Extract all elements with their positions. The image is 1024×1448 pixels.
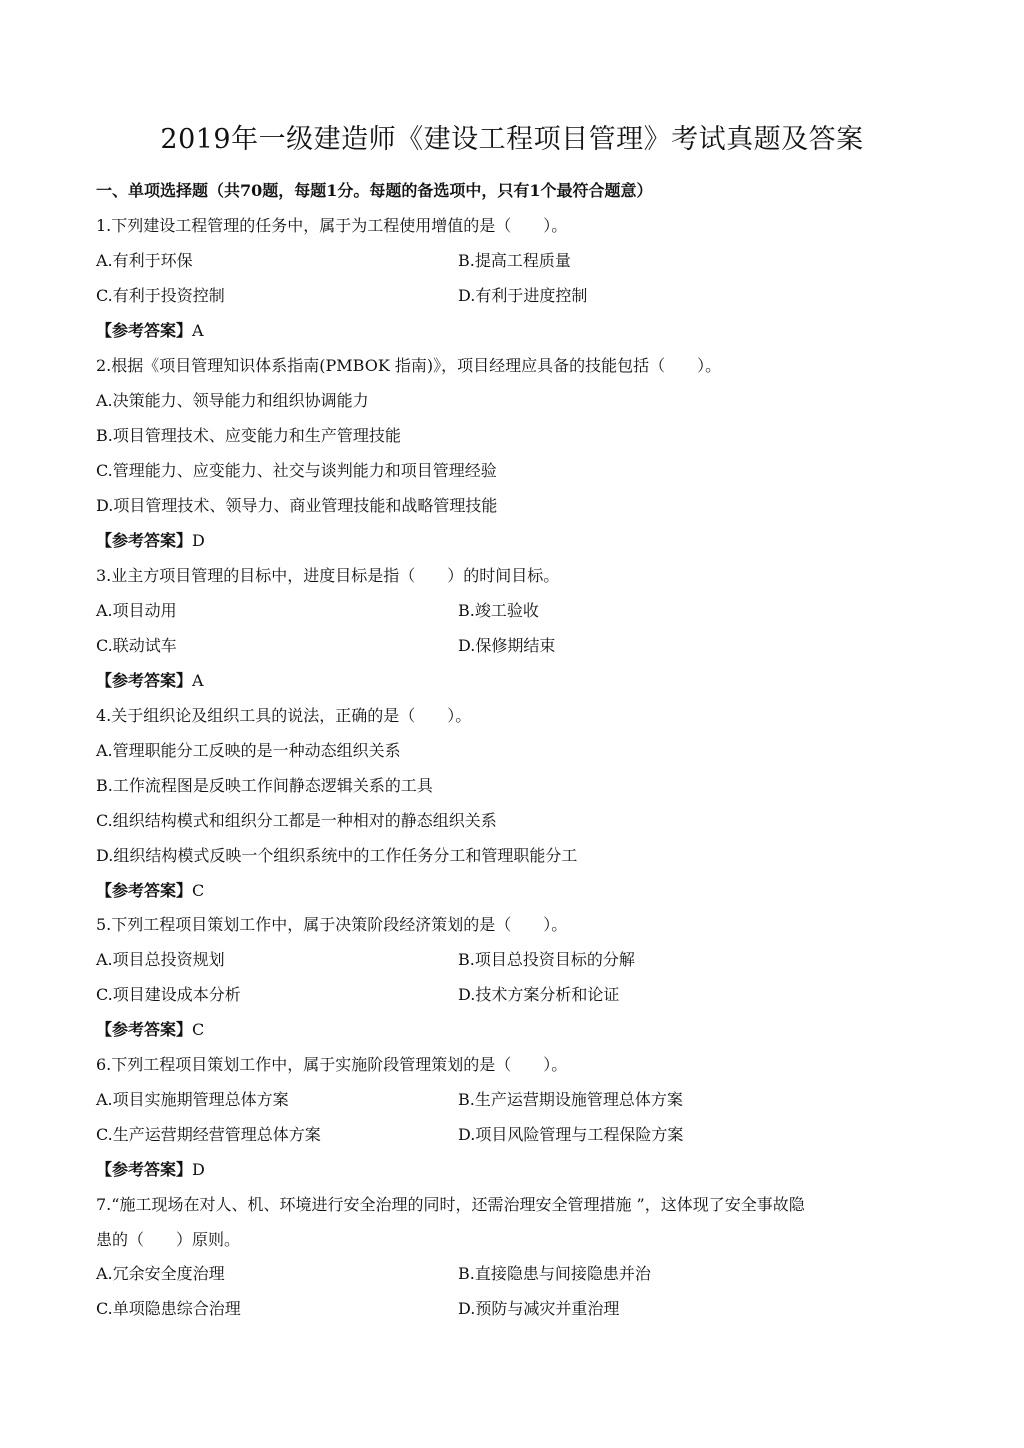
- option-3d: D.保修期结束: [458, 636, 556, 655]
- option-6a: A.项目实施期管理总体方案: [96, 1090, 289, 1109]
- option-1a: A.有利于环保: [96, 251, 193, 270]
- option-5a: A.项目总投资规划: [96, 950, 225, 969]
- answer-value: C: [192, 881, 205, 900]
- option-4d: D.组织结构模式反映一个组织系统中的工作任务分工和管理职能分工: [96, 846, 578, 865]
- document-title: 2019年一级建造师《建设工程项目管理》考试真题及答案: [160, 124, 864, 155]
- option-2b: B.项目管理技术、应变能力和生产管理技能: [96, 426, 401, 445]
- option-2a: A.决策能力、领导能力和组织协调能力: [96, 391, 369, 410]
- option-4a: A.管理职能分工反映的是一种动态组织关系: [96, 741, 401, 760]
- answer-4: [96, 876, 204, 906]
- option-4b: B.工作流程图是反映工作间静态逻辑关系的工具: [96, 776, 433, 795]
- question-stem-1: 1.下列建设工程管理的任务中，属于为工程使用增值的是（ ）。: [96, 216, 568, 235]
- question-stem-7-line1: 7.“施工现场在对人、机、环境进行安全治理的同时，还需治理安全管理措施 ”，这体现了安全事故隐: [96, 1195, 805, 1214]
- option-7c: C.单项隐患综合治理: [96, 1299, 241, 1318]
- answer-2: [96, 526, 205, 556]
- option-5b: B.项目总投资目标的分解: [458, 950, 635, 969]
- answer-5: [96, 1015, 204, 1045]
- option-3c: C.联动试车: [96, 636, 177, 655]
- option-6c: C.生产运营期经营管理总体方案: [96, 1125, 321, 1144]
- section-heading: 一、单项选择题（共70题，每题1分。每题的备选项中，只有1个最符合题意）: [96, 181, 653, 200]
- option-3b: B.竣工验收: [458, 601, 539, 620]
- option-4c: C.组织结构模式和组织分工都是一种相对的静态组织关系: [96, 811, 497, 830]
- option-3a: A.项目动用: [96, 601, 177, 620]
- option-1c: C.有利于投资控制: [96, 286, 225, 305]
- option-2d: D.项目管理技术、领导力、商业管理技能和战略管理技能: [96, 496, 498, 515]
- question-stem-2: 2.根据《项目管理知识体系指南(PMBOK 指南)》，项目经理应具备的技能包括（ ）。: [96, 356, 722, 375]
- option-1b: B.提高工程质量: [458, 251, 571, 270]
- answer-label: 【参考答案】: [96, 1020, 193, 1039]
- answer-label: 【参考答案】: [96, 671, 193, 690]
- answer-value: A: [192, 321, 204, 340]
- option-6b: B.生产运营期设施管理总体方案: [458, 1090, 683, 1109]
- answer-label: 【参考答案】: [96, 321, 193, 340]
- option-6d: D.项目风险管理与工程保险方案: [458, 1125, 684, 1144]
- question-stem-4: 4.关于组织论及组织工具的说法，正确的是（ ）。: [96, 706, 472, 725]
- option-1d: D.有利于进度控制: [458, 286, 588, 305]
- question-stem-5: 5.下列工程项目策划工作中，属于决策阶段经济策划的是（ ）。: [96, 915, 568, 934]
- option-7a: A.冗余安全度治理: [96, 1264, 225, 1283]
- answer-3: [96, 666, 204, 696]
- answer-6: [96, 1155, 205, 1185]
- answer-value: D: [192, 1160, 205, 1179]
- answer-value: D: [192, 531, 205, 550]
- answer-1: [96, 316, 204, 346]
- question-stem-7-line2: 患的（ ）原则。: [96, 1230, 241, 1249]
- answer-value: C: [192, 1020, 205, 1039]
- option-5c: C.项目建设成本分析: [96, 985, 241, 1004]
- option-2c: C.管理能力、应变能力、社交与谈判能力和项目管理经验: [96, 461, 497, 480]
- option-7d: D.预防与减灾并重治理: [458, 1299, 620, 1318]
- answer-label: 【参考答案】: [96, 881, 193, 900]
- question-stem-3: 3.业主方项目管理的目标中，进度目标是指（ ）的时间目标。: [96, 566, 560, 585]
- option-7b: B.直接隐患与间接隐患并治: [458, 1264, 651, 1283]
- answer-label: 【参考答案】: [96, 531, 193, 550]
- option-5d: D.技术方案分析和论证: [458, 985, 620, 1004]
- answer-label: 【参考答案】: [96, 1160, 193, 1179]
- question-stem-6: 6.下列工程项目策划工作中，属于实施阶段管理策划的是（ ）。: [96, 1055, 568, 1074]
- answer-value: A: [192, 671, 204, 690]
